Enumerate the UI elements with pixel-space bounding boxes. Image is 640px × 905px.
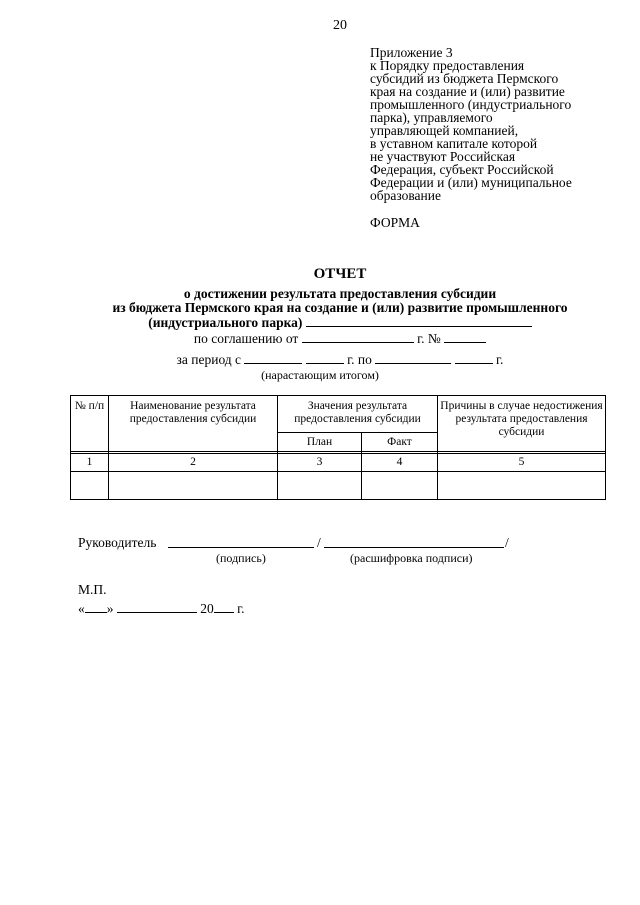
date-close-quote: » <box>106 601 114 616</box>
period-line <box>0 351 640 368</box>
column-number-cell: 1 <box>71 454 109 472</box>
report-table <box>70 395 606 500</box>
stamp-place-label: М.П. <box>78 582 107 597</box>
appendix-line: субсидий из бюджета Пермского <box>370 71 559 86</box>
report-subtitle <box>0 287 640 330</box>
appendix-line: края на создание и (или) развитие <box>370 84 565 99</box>
header-result-values: Значения результата предоставления субсидии <box>278 396 438 433</box>
appendix-line: в уставном капитале которой <box>370 136 538 151</box>
subtitle-park-label: (индустриального парка) <box>148 315 303 330</box>
agreement-line <box>0 330 640 347</box>
appendix-line: парка), управляемого <box>370 110 493 125</box>
appendix-line: не участвуют Российская <box>370 149 516 164</box>
head-label: Руководитель <box>78 535 157 550</box>
header-plan: План <box>278 433 362 452</box>
table-cell-empty[interactable] <box>362 472 438 500</box>
period-middle: г. по <box>347 352 372 367</box>
decode-caption: (расшифровка подписи) <box>350 551 473 565</box>
date-year-suffix: г. <box>237 601 245 616</box>
header-number: № п/п <box>71 396 109 452</box>
header-result-name: Наименование результата предоставления субсидии <box>109 396 278 452</box>
agreement-number-label: г. № <box>417 331 441 346</box>
signature-field[interactable] <box>168 547 314 548</box>
agreement-number-field[interactable] <box>444 330 486 343</box>
subtitle-line-1: о достижении результата предоставления субсидии <box>183 286 497 301</box>
park-name-field[interactable] <box>306 314 532 327</box>
column-number-cell: 2 <box>109 454 278 472</box>
header-reasons: Причины в случае недостижения результата предоставления субсидии <box>438 396 606 452</box>
date-year-prefix: 20 <box>200 601 214 616</box>
column-number-cell: 5 <box>438 454 606 472</box>
date-month-field[interactable] <box>117 600 197 613</box>
date-year-field[interactable] <box>214 600 234 613</box>
page-number: 20 <box>333 18 347 33</box>
subtitle-line-2: из бюджета Пермского края на создание и (или) развитие промышленного <box>112 299 568 315</box>
period-to-year-field[interactable] <box>455 351 493 364</box>
subtitle-line-3 <box>0 314 640 330</box>
date-line <box>78 600 245 617</box>
appendix-line: образование <box>370 188 441 203</box>
slash-separator: / <box>317 535 321 550</box>
appendix-line: промышленного (индустриального <box>370 97 572 112</box>
table-cell-empty[interactable] <box>278 472 362 500</box>
period-from-year-field[interactable] <box>306 351 344 364</box>
column-number-cell: 3 <box>278 454 362 472</box>
signature-decode-field[interactable] <box>324 547 504 548</box>
cumulative-note: (нарастающим итогом) <box>261 368 379 382</box>
appendix-line: к Порядку предоставления <box>370 58 525 73</box>
table-cell-empty[interactable] <box>71 472 109 500</box>
appendix-line: Приложение 3 <box>370 45 453 60</box>
period-from-day-field[interactable] <box>244 351 302 364</box>
report-title: ОТЧЕТ <box>313 266 367 282</box>
date-day-field[interactable] <box>85 600 107 613</box>
period-prefix: за период с <box>176 352 242 367</box>
column-number-cell: 4 <box>362 454 438 472</box>
period-to-day-field[interactable] <box>375 351 451 364</box>
table-cell-empty[interactable] <box>109 472 278 500</box>
appendix-header <box>370 46 620 202</box>
appendix-line: Федерации и (или) муниципальное <box>370 175 572 190</box>
slash-separator: / <box>505 535 509 550</box>
header-fact: Факт <box>362 433 438 452</box>
appendix-line: Федерация, субъект Российской <box>370 162 554 177</box>
date-open-quote: « <box>78 601 85 616</box>
signature-caption: (подпись) <box>216 551 266 565</box>
table-cell-empty[interactable] <box>438 472 606 500</box>
form-label: ФОРМА <box>370 215 420 230</box>
period-suffix: г. <box>496 352 504 367</box>
agreement-date-field[interactable] <box>302 330 414 343</box>
agreement-prefix: по соглашению от <box>193 331 299 346</box>
appendix-line: управляющей компанией, <box>370 123 519 138</box>
